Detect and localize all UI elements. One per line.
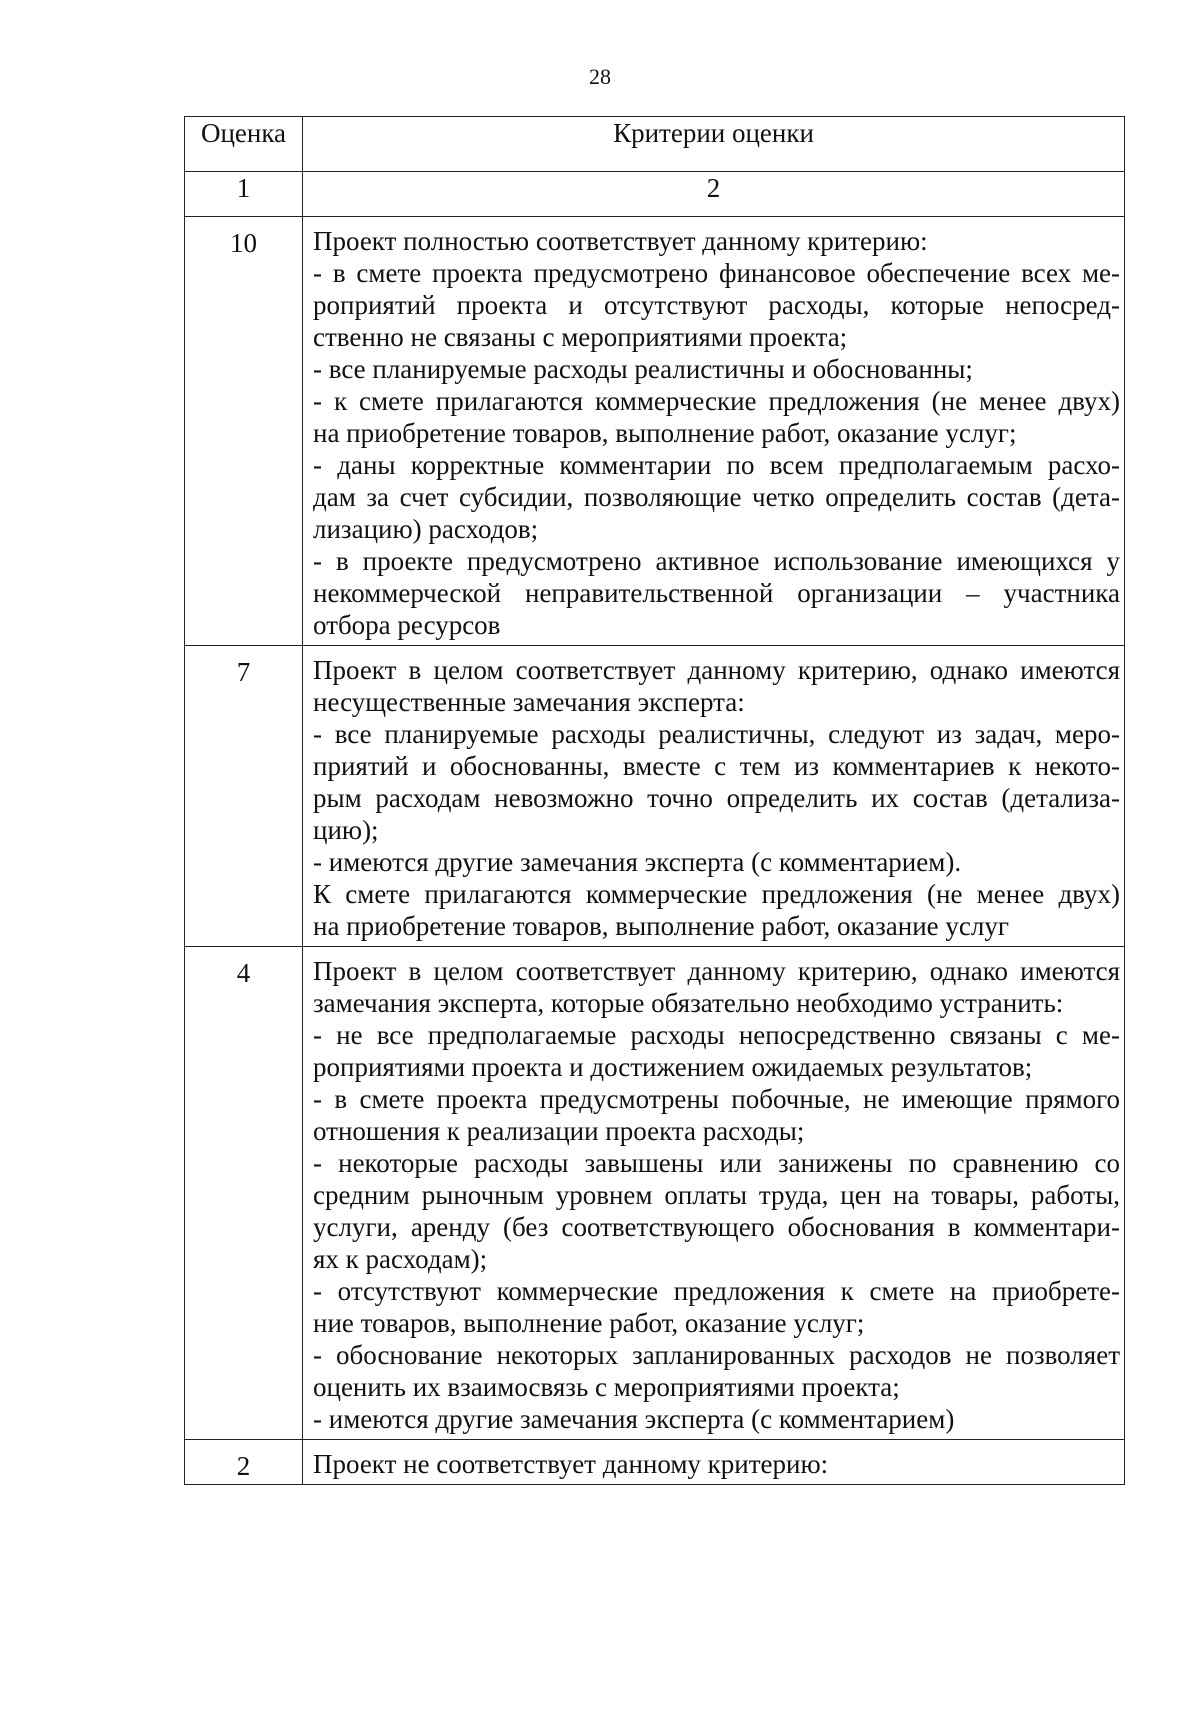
table-row — [185, 217, 1125, 646]
table-header-row — [185, 117, 1125, 172]
criteria-line: роприятиями проекта и достижением ожидаемых результатов; — [313, 1052, 1033, 1082]
criteria-line: - имеются другие замечания эксперта (с комментарием) — [313, 1404, 955, 1434]
criteria-line: цию); — [313, 815, 379, 845]
header-criteria: Критерии оценки — [303, 117, 1125, 172]
criteria-line: некоммерческой неправительственной организации – участника — [313, 578, 1120, 608]
score-cell: 2 — [185, 1440, 303, 1485]
criteria-line: - к смете прилагаются коммерческие предложения (не менее двух) — [313, 386, 1120, 416]
criteria-line: - все планируемые расходы реалистичны и обоснованны; — [313, 354, 973, 384]
criteria-line: - обоснование некоторых запланированных расходов не позволяет — [313, 1340, 1120, 1370]
criteria-line: дам за счет субсидии, позволяющие четко определить состав (дета- — [313, 482, 1120, 512]
page-number: 28 — [589, 64, 611, 89]
criteria-line: приятий и обоснованны, вместе с тем из комментариев к некото- — [313, 751, 1120, 781]
table-row — [185, 646, 1125, 947]
table-row — [185, 947, 1125, 1440]
criteria-line: лизацию) расходов; — [313, 514, 539, 544]
criteria-line: - не все предполагаемые расходы непосредственно связаны с ме- — [313, 1020, 1120, 1050]
criteria-line: Проект в целом соответствует данному критерию, однако имеются — [313, 956, 1120, 986]
criteria-cell — [303, 947, 1125, 1440]
criteria-cell — [303, 1440, 1125, 1485]
header-score: Оценка — [185, 117, 303, 172]
score-cell: 7 — [185, 646, 303, 947]
column-number-2: 2 — [303, 172, 1125, 217]
table-row — [185, 1440, 1125, 1485]
criteria-line: Проект полностью соответствует данному критерию: — [313, 226, 928, 256]
criteria-line: Проект не соответствует данному критерию: — [313, 1449, 829, 1479]
column-number-1: 1 — [185, 172, 303, 217]
score-cell: 4 — [185, 947, 303, 1440]
criteria-line: ственно не связаны с мероприятиями проекта; — [313, 322, 848, 352]
criteria-line: ях к расходам); — [313, 1244, 488, 1274]
criteria-line: оценить их взаимосвязь с мероприятиями проекта; — [313, 1372, 900, 1402]
criteria-line: на приобретение товаров, выполнение работ, оказание услуг — [313, 911, 1009, 941]
criteria-line: замечания эксперта, которые обязательно необходимо устранить: — [313, 988, 1064, 1018]
column-numbering-row — [185, 172, 1125, 217]
criteria-line: - в проекте предусмотрено активное использование имеющихся у — [313, 546, 1120, 576]
criteria-line: - даны корректные комментарии по всем предполагаемым расхо- — [313, 450, 1120, 480]
criteria-line: ние товаров, выполнение работ, оказание услуг; — [313, 1308, 865, 1338]
criteria-table — [184, 116, 1125, 1485]
criteria-line: отбора ресурсов — [313, 610, 501, 640]
criteria-line: несущественные замечания эксперта: — [313, 687, 745, 717]
criteria-line: на приобретение товаров, выполнение работ, оказание услуг; — [313, 418, 1017, 448]
criteria-line: К смете прилагаются коммерческие предложения (не менее двух) — [313, 879, 1120, 909]
criteria-line: средним рыночным уровнем оплаты труда, цен на товары, работы, — [313, 1180, 1120, 1210]
criteria-line: - отсутствуют коммерческие предложения к смете на приобрете- — [313, 1276, 1120, 1306]
criteria-cell — [303, 646, 1125, 947]
criteria-line: - все планируемые расходы реалистичны, следуют из задач, меро- — [313, 719, 1120, 749]
criteria-line: услуги, аренду (без соответствующего обоснования в комментари- — [313, 1212, 1120, 1242]
criteria-line: - в смете проекта предусмотрено финансовое обеспечение всех ме- — [313, 258, 1120, 288]
criteria-line: роприятий проекта и отсутствуют расходы, которые непосред- — [313, 290, 1120, 320]
criteria-line: отношения к реализации проекта расходы; — [313, 1116, 805, 1146]
score-cell: 10 — [185, 217, 303, 646]
criteria-line: Проект в целом соответствует данному критерию, однако имеются — [313, 655, 1120, 685]
criteria-line: - имеются другие замечания эксперта (с комментарием). — [313, 847, 962, 877]
criteria-line: рым расходам невозможно точно определить их состав (детализа- — [313, 783, 1120, 813]
criteria-line: - в смете проекта предусмотрены побочные, не имеющие прямого — [313, 1084, 1120, 1114]
criteria-line: - некоторые расходы завышены или занижены по сравнению со — [313, 1148, 1120, 1178]
criteria-cell — [303, 217, 1125, 646]
